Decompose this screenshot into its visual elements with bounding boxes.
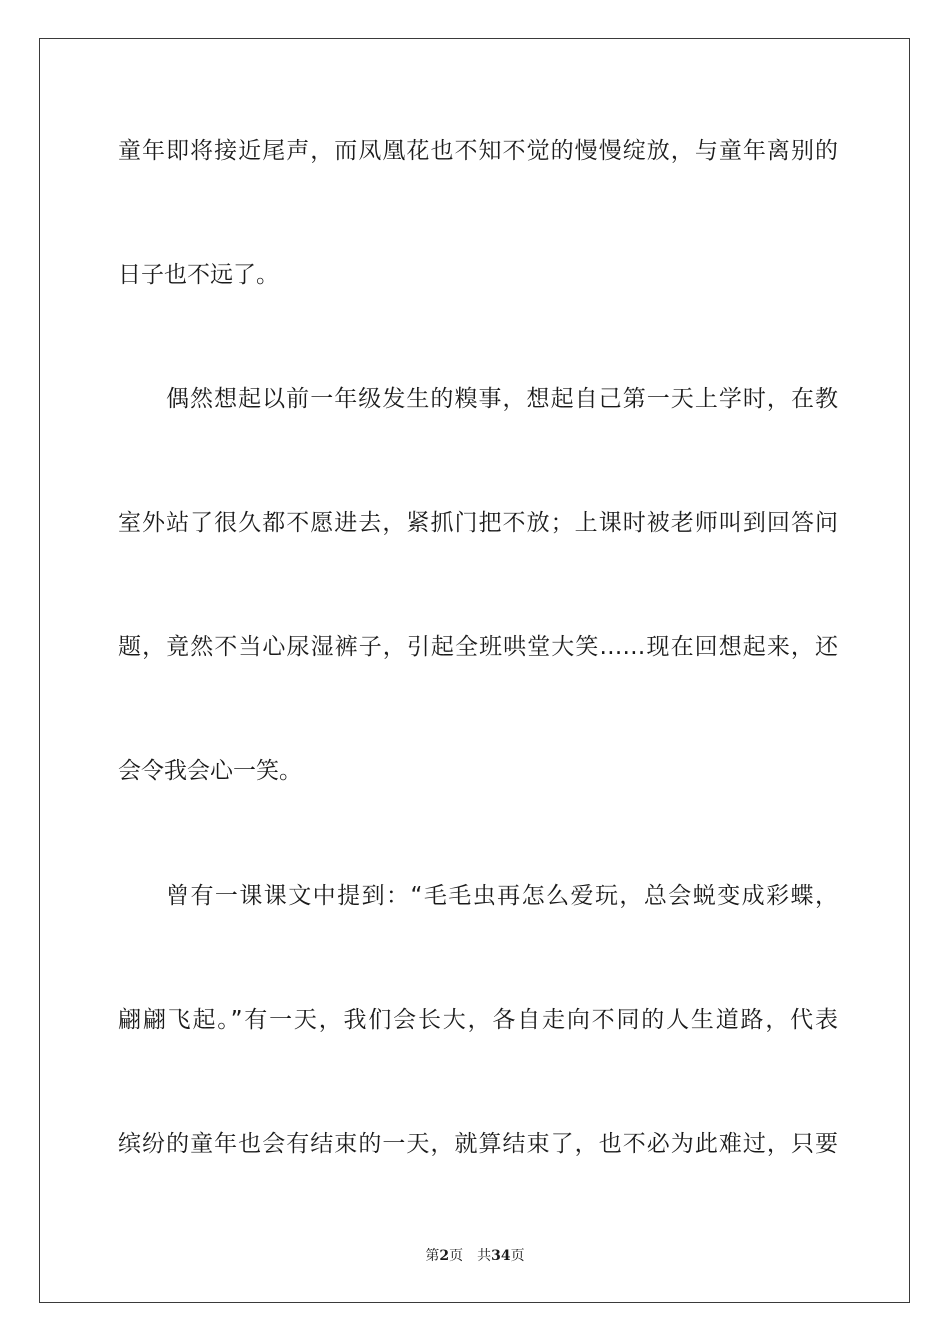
total-suffix: 页 <box>510 1248 525 1264</box>
paragraph-3-line-3: 缤纷的童年也会有结束的一天，就算结束了，也不必为此难过，只要 <box>118 1131 838 1157</box>
paragraph-2-line-4: 会令我会心一笑。 <box>118 758 302 784</box>
page-footer <box>0 1246 950 1266</box>
paragraph-3-line-1: 曾有一课课文中提到：“毛毛虫再怎么爱玩，总会蜕变成彩蝶， <box>166 883 838 909</box>
paragraph-2-line-2: 室外站了很久都不愿进去，紧抓门把不放；上课时被老师叫到回答问 <box>118 510 838 536</box>
paragraph-3-line-2: 翩翩飞起。”有一天，我们会长大，各自走向不同的人生道路，代表 <box>118 1007 838 1033</box>
paragraph-1-line-1: 童年即将接近尾声，而凤凰花也不知不觉的慢慢绽放，与童年离别的 <box>118 138 838 164</box>
page-total-number: 34 <box>491 1248 511 1264</box>
page-current-number: 2 <box>439 1248 450 1264</box>
total-prefix: 共 <box>477 1248 492 1264</box>
page-prefix: 第 <box>425 1248 440 1264</box>
page-suffix: 页 <box>449 1248 464 1264</box>
paragraph-1-line-2: 日子也不远了。 <box>118 262 279 288</box>
page-border <box>39 38 910 1303</box>
paragraph-2-line-3: 题，竟然不当心尿湿裤子，引起全班哄堂大笑……现在回想起来，还 <box>118 634 838 660</box>
paragraph-2-line-1: 偶然想起以前一年级发生的糗事，想起自己第一天上学时，在教 <box>166 386 838 412</box>
